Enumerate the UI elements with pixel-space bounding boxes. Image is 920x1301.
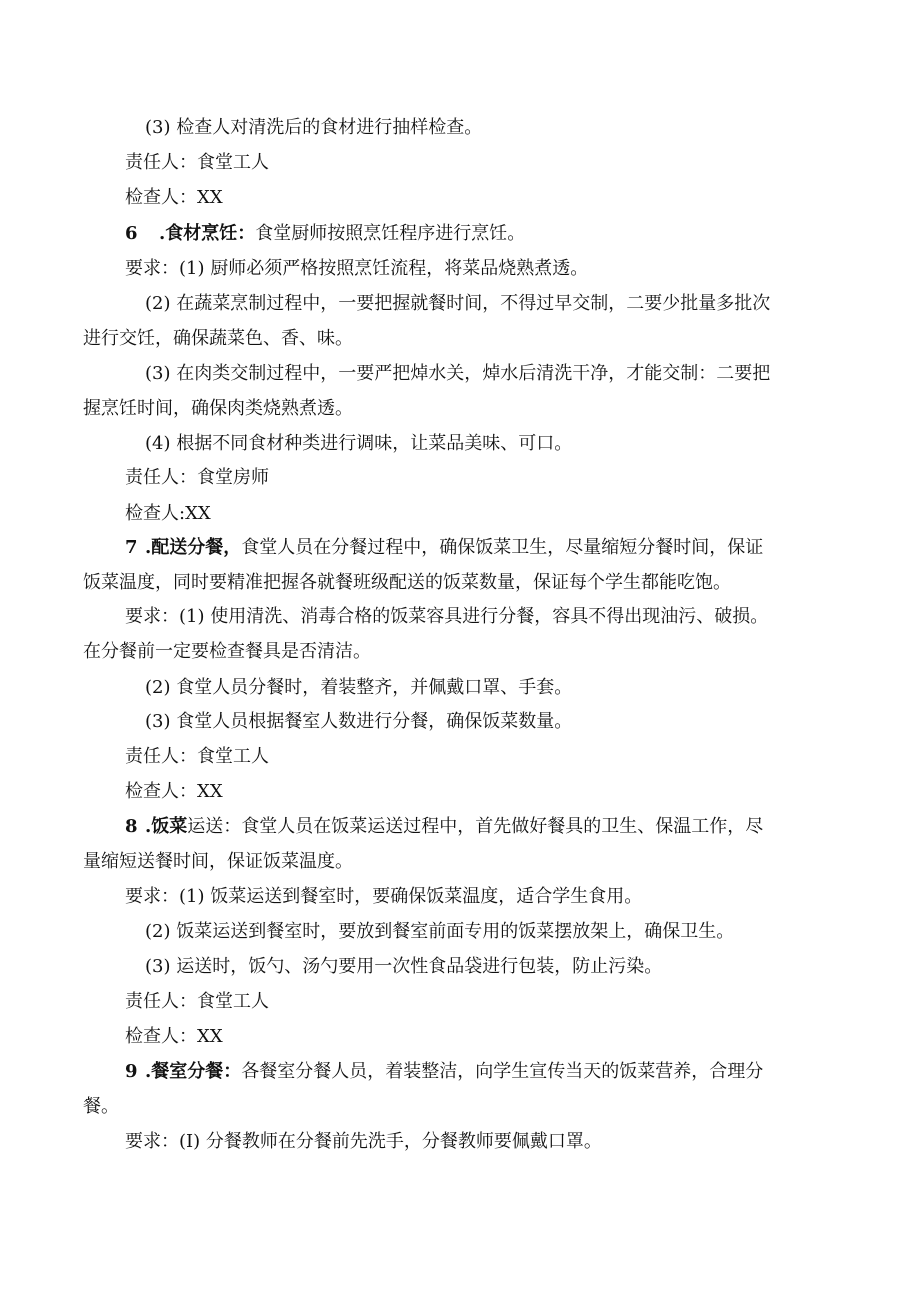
requirement-line: (3) 运送时，饭勺、汤勺要用一次性食品袋进行包装，防止污染。 xyxy=(145,956,663,977)
section-title: .饭菜 xyxy=(145,816,188,837)
text-line: 量缩短送餐时间，保证饭菜温度。 xyxy=(83,851,353,872)
requirement-line: (3) 在肉类交制过程中，一要严把焯水关，焯水后清洗干净，才能交制：二要把 xyxy=(145,363,771,384)
requirement-line: (3) 食堂人员根据餐室人数进行分餐，确保饭菜数量。 xyxy=(145,711,573,732)
section-heading-8 xyxy=(125,815,763,839)
text-line: 餐。 xyxy=(83,1096,119,1117)
section-heading-7 xyxy=(125,536,763,560)
section-text: 各餐室分餐人员，着装整洁，向学生宣传当天的饭菜营养，合理分 xyxy=(241,1061,764,1082)
inspector-line: 检查人：XX xyxy=(125,1026,223,1047)
text-line: 握烹饪时间，确保肉类烧熟煮透。 xyxy=(83,398,353,419)
section-heading-9 xyxy=(125,1060,763,1084)
requirement-line: 要求：(1) 厨师必须严格按照烹饪流程，将菜品烧熟煮透。 xyxy=(125,258,589,279)
section-text: 运送：食堂人员在饭菜运送过程中，首先做好餐具的卫生、保温工作，尽 xyxy=(187,816,764,837)
responsible-person-line: 责任人：食堂工人 xyxy=(125,991,269,1012)
section-text: 食堂厨师按照烹饪程序进行烹饪。 xyxy=(255,223,526,244)
text-line: 在分餐前一定要检查餐具是否清洁。 xyxy=(83,641,371,662)
section-title: .餐室分餐： xyxy=(145,1061,242,1082)
requirement-line: (4) 根据不同食材种类进行调味，让菜品美味、可口。 xyxy=(145,433,573,454)
responsible-person-line: 责任人：食堂工人 xyxy=(125,746,269,767)
section-heading-6 xyxy=(125,222,525,246)
section-title: .食材烹饪： xyxy=(159,223,256,244)
section-number: 7 xyxy=(125,537,138,558)
requirement-line: (2) 食堂人员分餐时，着装整齐，并佩戴口罩、手套。 xyxy=(145,677,573,698)
inspector-line: 检查人:XX xyxy=(125,503,211,524)
inspector-line: 检查人：XX xyxy=(125,187,223,208)
requirement-line: 要求：(1) 使用清洗、消毒合格的饭菜容具进行分餐，容具不得出现油污、破损。 xyxy=(125,606,769,627)
inspector-line: 检查人：XX xyxy=(125,781,223,802)
responsible-person-line: 责任人：食堂房师 xyxy=(125,467,269,488)
section-title: .配送分餐， xyxy=(145,537,242,558)
requirement-line: 要求：(I) 分餐教师在分餐前先洗手，分餐教师要佩戴口罩。 xyxy=(125,1131,602,1152)
requirement-line: 要求：(1) 饭菜运送到餐室时，要确保饭菜温度，适合学生食用。 xyxy=(125,886,643,907)
section-number: 8 xyxy=(125,816,138,837)
requirement-line: (2) 饭菜运送到餐室时，要放到餐室前面专用的饭菜摆放架上，确保卫生。 xyxy=(145,921,735,942)
section-text: 食堂人员在分餐过程中，确保饭菜卫生，尽量缩短分餐时间，保证 xyxy=(241,537,764,558)
requirement-line: (2) 在蔬菜烹制过程中，一要把握就餐时间，不得过早交制，二要少批量多批次 xyxy=(145,293,771,314)
responsible-person-line: 责任人：食堂工人 xyxy=(125,152,269,173)
section-number: 9 xyxy=(125,1061,138,1082)
text-line: 饭菜温度，同时要精准把握各就餐班级配送的饭菜数量，保证每个学生都能吃饱。 xyxy=(83,572,731,593)
section-number: 6 xyxy=(125,223,138,244)
text-line: 进行交饪，确保蔬菜色、香、味。 xyxy=(83,328,353,349)
text-line: (3) 检查人对清洗后的食材进行抽样检查。 xyxy=(145,117,483,138)
